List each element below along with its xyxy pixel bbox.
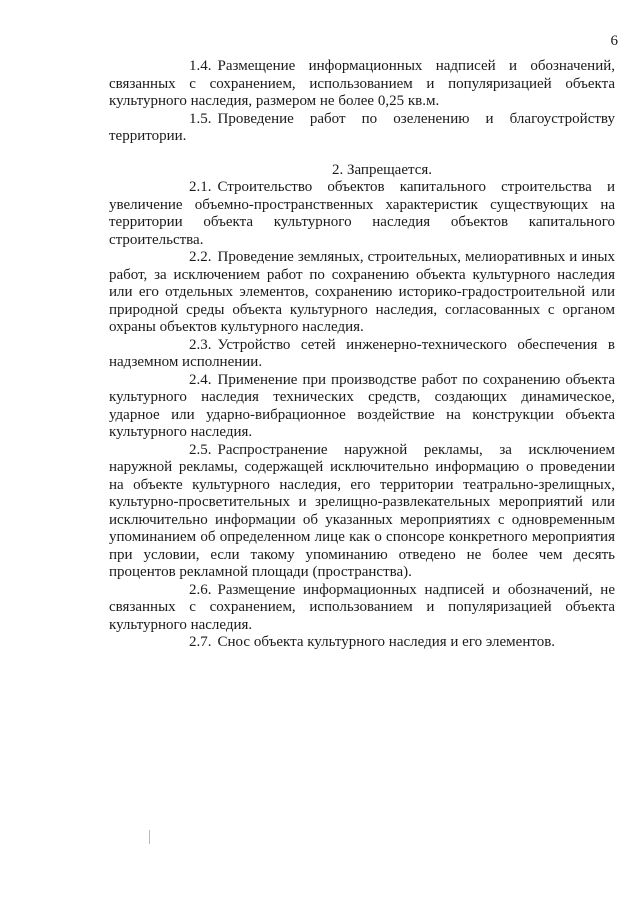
clause-number: 1.4. xyxy=(189,58,212,74)
scan-artifact xyxy=(149,830,150,844)
clause-text: Размещение информационных надписей и обозначений, связанных с сохранением, использованием и популяризацией объекта культурного наследия, размером не более 0,25 кв.м. xyxy=(109,58,615,109)
clause-2-6 xyxy=(109,582,615,635)
clause-number: 2.1. xyxy=(189,179,212,195)
clause-2-2 xyxy=(109,249,615,337)
clause-number: 2.7. xyxy=(189,634,212,650)
clause-number: 2.4. xyxy=(189,371,212,388)
clause-text: Строительство объектов капитального строительства и увеличение объемно-пространственных характеристик существующих на территории объекта культурного наследия объектов капитального строительства. xyxy=(109,179,615,248)
clause-number: 2.5. xyxy=(189,441,212,458)
clause-number: 1.5. xyxy=(189,110,212,127)
clause-2-5 xyxy=(109,442,615,582)
clause-2-1 xyxy=(109,179,615,249)
clause-text: Снос объекта культурного наследия и его элементов. xyxy=(217,634,556,650)
clause-text: Распространение наружной рекламы, за исключением наружной рекламы, содержащей исключительно информацию о проведении на объекте культурного наследия, его территории театрально-зрелищных, культурно-просветительных и зрелищно-развлекательных мероприятий или исключительно информации об указанных мероприятиях с одновременным упоминанием об определенном лице как о спонсоре конкретного мероприятия при условии, если такому упоминанию отведено не более чем десять процентов рекламной площади (пространства). xyxy=(109,441,615,580)
clause-number: 2.6. xyxy=(189,581,212,598)
clause-text: Размещение информационных надписей и обозначений, не связанных с сохранением, использованием и популяризацией объекта культурного наследия. xyxy=(109,581,615,633)
page-number: 6 xyxy=(610,33,618,49)
section-heading: 2. Запрещается. xyxy=(331,161,433,178)
clause-1-5 xyxy=(109,111,615,146)
clause-2-7 xyxy=(109,634,615,652)
clause-number: 2.2. xyxy=(189,249,212,265)
clause-2-4 xyxy=(109,372,615,442)
clause-text: Применение при производстве работ по сохранению объекта культурного наследия технических средств, создающих динамическое, ударное или ударно-вибрационное воздействие на конструкции объекта культурного наследия. xyxy=(109,371,615,440)
document-body xyxy=(109,58,615,652)
clause-number: 2.3. xyxy=(189,336,212,353)
clause-1-4 xyxy=(109,58,615,111)
clause-2-3 xyxy=(109,337,615,372)
clause-text: Проведение земляных, строительных, мелиоративных и иных работ, за исключением работ по сохранению объекта культурного наследия или его отдельных элементов, сохранению историко-градостроительной или природной среды объекта культурного наследия, согласованных с органом охраны объектов культурного наследия. xyxy=(109,249,615,335)
clause-text: Проведение работ по озеленению и благоустройству территории. xyxy=(109,110,615,144)
clause-text: Устройство сетей инженерно-технического обеспечения в надземном исполнении. xyxy=(109,336,615,370)
